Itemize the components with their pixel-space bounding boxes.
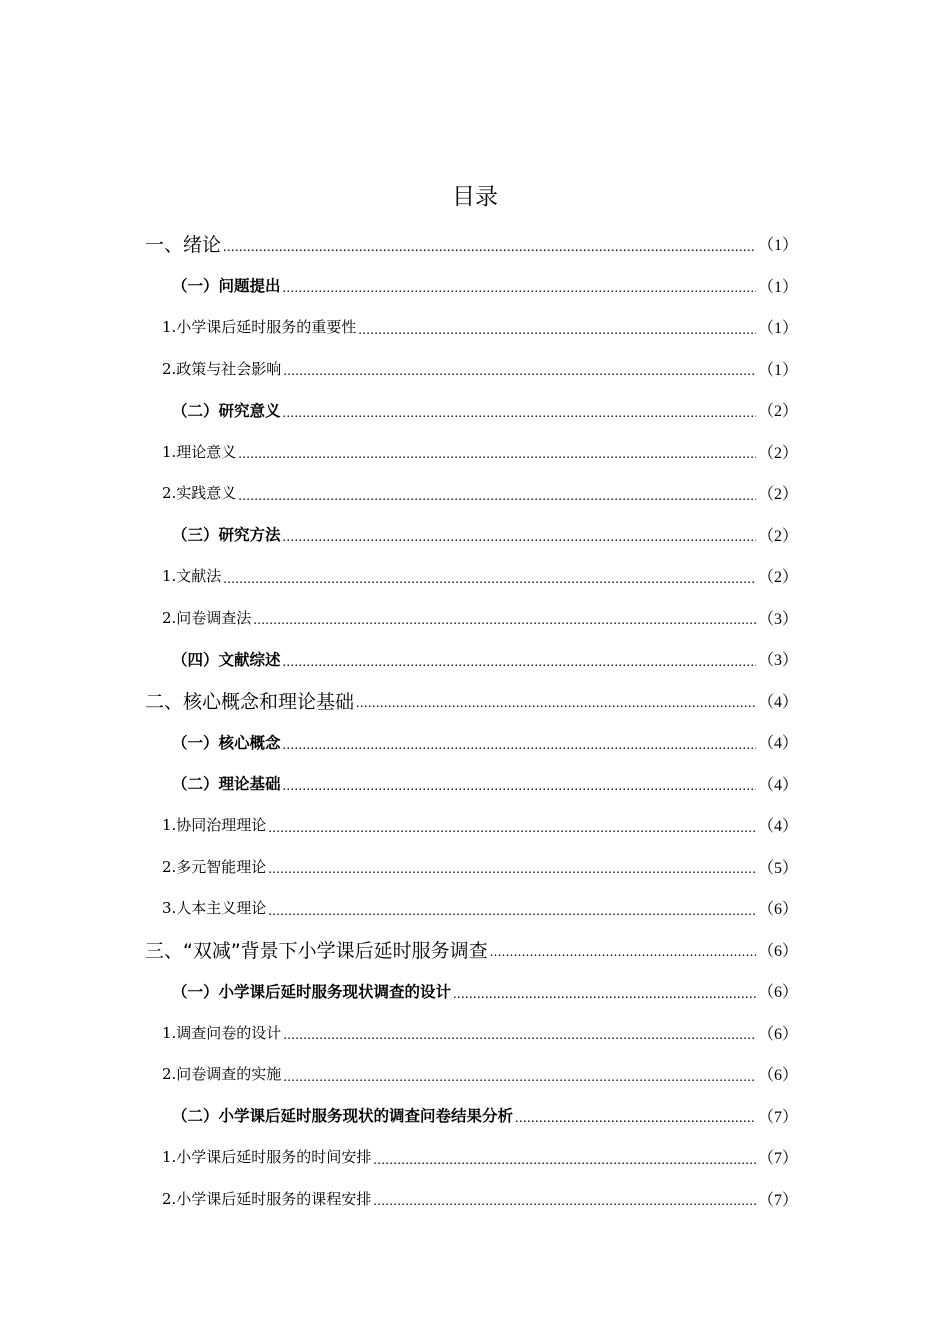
dot-leader xyxy=(283,1028,756,1053)
toc-entry[interactable] xyxy=(0,929,798,971)
toc-entry-page: （2） xyxy=(757,569,798,587)
toc-entry-text: 1.协同治理理论 xyxy=(162,816,267,835)
toc-entry-text: 1.小学课后延时服务的重要性 xyxy=(162,318,357,337)
toc-entry[interactable] xyxy=(0,472,798,514)
dot-leader xyxy=(223,572,756,597)
toc-entry[interactable] xyxy=(0,1136,798,1178)
toc-entry-page: （7） xyxy=(757,1150,798,1168)
toc-entry-page: （5） xyxy=(757,859,798,877)
toc-entry-text: 1.文献法 xyxy=(162,567,222,586)
toc-entry-page: （1） xyxy=(757,361,798,379)
toc-entry-page: （6） xyxy=(757,942,798,960)
toc-entry-text: 1.理论意义 xyxy=(162,442,237,461)
dot-leader xyxy=(283,1070,756,1095)
dot-leader xyxy=(356,696,756,721)
toc-entry-page: （7） xyxy=(757,1191,798,1209)
toc-entry-text: （三）研究方法 xyxy=(172,526,281,545)
toc-entry-text: 1.小学课后延时服务的时间安排 xyxy=(162,1148,372,1167)
dot-leader xyxy=(283,281,756,306)
toc-entry[interactable] xyxy=(0,763,798,805)
toc-entry-page: （1） xyxy=(757,237,798,255)
dot-leader xyxy=(238,447,756,472)
toc-entry-page: （3） xyxy=(757,610,798,628)
dot-leader xyxy=(268,904,756,929)
dot-leader xyxy=(283,738,756,763)
dot-leader xyxy=(283,530,756,555)
toc-entry-page: （3） xyxy=(757,652,798,670)
toc-entry[interactable] xyxy=(0,1095,798,1137)
toc-entry-text: 3.人本主义理论 xyxy=(162,899,267,918)
toc-entry-page: （2） xyxy=(757,444,798,462)
toc-entry-text: （二）小学课后延时服务现状的调查问卷结果分析 xyxy=(172,1107,514,1126)
dot-leader xyxy=(253,613,756,638)
toc-entry[interactable] xyxy=(0,1012,798,1054)
toc-entry[interactable] xyxy=(0,638,798,680)
toc-entry[interactable] xyxy=(0,265,798,307)
toc-entry[interactable] xyxy=(0,1053,798,1095)
toc-entry-text: （一）小学课后延时服务现状调查的设计 xyxy=(172,982,452,1001)
toc-entry[interactable] xyxy=(0,887,798,929)
dot-leader xyxy=(223,240,756,265)
toc-entry-text: （一）问题提出 xyxy=(172,277,281,296)
toc-entry-text: 2.政策与社会影响 xyxy=(162,359,282,378)
toc-entry-page: （6） xyxy=(757,901,798,919)
dot-leader xyxy=(373,1194,756,1219)
toc-entry-page: （1） xyxy=(757,320,798,338)
toc-entry-text: 2.实践意义 xyxy=(162,484,237,503)
toc-entry-text: （一）核心概念 xyxy=(172,733,281,752)
toc-entry-text: 1.调查问卷的设计 xyxy=(162,1023,282,1042)
toc-entry-page: （6） xyxy=(757,1025,798,1043)
toc-entry[interactable] xyxy=(0,721,798,763)
toc-entry-page: （4） xyxy=(757,735,798,753)
dot-leader xyxy=(515,1111,756,1136)
toc-entry[interactable] xyxy=(0,389,798,431)
toc-entry-text: （二）理论基础 xyxy=(172,775,281,794)
toc-entry-text: 二、核心概念和理论基础 xyxy=(145,690,355,713)
toc-entry-page: （7） xyxy=(757,1108,798,1126)
toc-entry-page: （2） xyxy=(757,403,798,421)
toc-entry[interactable] xyxy=(0,680,798,722)
toc-entry-page: （6） xyxy=(757,984,798,1002)
toc-entry[interactable] xyxy=(0,306,798,348)
toc-entry-text: （四）文献综述 xyxy=(172,650,281,669)
toc-entry-page: （2） xyxy=(757,486,798,504)
dot-leader xyxy=(453,987,756,1012)
toc-entry-text: 2.问卷调查的实施 xyxy=(162,1065,282,1084)
dot-leader xyxy=(283,364,756,389)
toc-title: 目录 xyxy=(452,184,498,210)
toc-entry-page: （4） xyxy=(757,693,798,711)
dot-leader xyxy=(283,779,756,804)
toc-entry[interactable] xyxy=(0,431,798,473)
toc-entry-text: 2.问卷调查法 xyxy=(162,608,252,627)
toc-entry[interactable] xyxy=(0,597,798,639)
dot-leader xyxy=(283,406,756,431)
dot-leader xyxy=(373,1153,756,1178)
toc-entry-page: （2） xyxy=(757,527,798,545)
toc-entry-page: （1） xyxy=(757,278,798,296)
toc-entry-page: （4） xyxy=(757,776,798,794)
toc-entry-page: （6） xyxy=(757,1067,798,1085)
toc-entry[interactable] xyxy=(0,804,798,846)
toc-entry[interactable] xyxy=(0,1178,798,1220)
table-of-contents xyxy=(0,223,950,1219)
dot-leader xyxy=(283,655,756,680)
toc-entry-text: （二）研究意义 xyxy=(172,401,281,420)
toc-entry[interactable] xyxy=(0,514,798,556)
dot-leader xyxy=(490,945,756,970)
dot-leader xyxy=(358,323,756,348)
toc-entry[interactable] xyxy=(0,970,798,1012)
toc-entry-page: （4） xyxy=(757,818,798,836)
toc-entry-text: 2.多元智能理论 xyxy=(162,857,267,876)
toc-entry[interactable] xyxy=(0,223,798,265)
toc-entry[interactable] xyxy=(0,555,798,597)
toc-entry-text: 一、绪论 xyxy=(145,234,222,257)
dot-leader xyxy=(238,489,756,514)
toc-entry[interactable] xyxy=(0,348,798,390)
toc-entry-text: 2.小学课后延时服务的课程安排 xyxy=(162,1189,372,1208)
toc-entry-text: 三、“双减”背景下小学课后延时服务调查 xyxy=(145,939,488,962)
dot-leader xyxy=(268,821,756,846)
dot-leader xyxy=(268,862,756,887)
toc-entry[interactable] xyxy=(0,846,798,888)
